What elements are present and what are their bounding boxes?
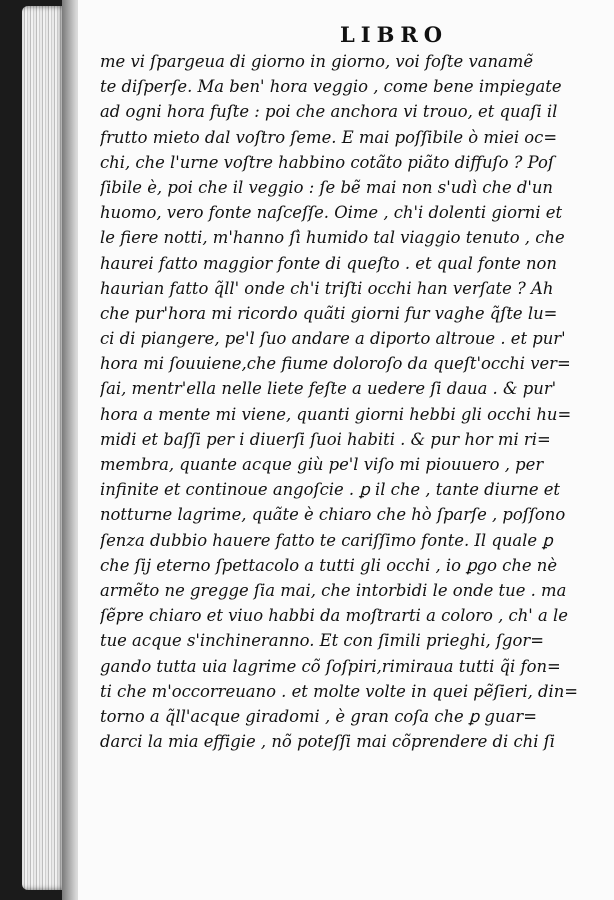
text-line: membra, quante acque giù pe'l viſo mi piouuero , per [100,455,544,474]
text-line: gando tutta uia lagrime cõ ſoſpiri,rimiraua tutti q̃i fon= [100,656,561,676]
text-line: ci di piangere, pe'l ſuo andare a diporto altroue . et pur' [100,329,566,349]
text-line: infinite et continoue angoſcie . ꝑ il che , tante diurne et [100,480,561,500]
text-line: torno a q̃ll'acque giradomi , è gran coſa che ꝑ guar= [100,706,537,726]
text-line: ad ogni hora fuſte : poi che anchora vi trouo, et quaſi il [100,102,558,122]
text-line: notturne lagrime, quãte è chiaro che hò ſparſe , poſſono [100,505,566,525]
text-line: haurei fatto maggior fonte di queſto . et qual fonte non [100,253,557,273]
text-line: hora mi ſouuiene,che fiume doloroſo da queſt'occhi ver= [100,354,571,374]
text-line: ſai, mentr'ella nelle liete feſte a uedere ſi daua . & pur' [100,379,557,399]
text-line: darci la mia effigie , nõ poteſſi mai cõprendere di chi ſi [100,732,555,752]
text-line: armẽto ne gregge ſia mai, che intorbidi le onde tue . ma [100,580,567,600]
text-line: chi, che l'urne voſtre habbino cotãto piãto diffuſo ? Poſ [100,152,554,172]
text-line: ſẽpre chiaro et viuo habbi da moſtrarti a coloro , ch' a le [100,606,568,626]
text-line: tue acque s'inchineranno. Et con ſimili prieghi, ſgor= [100,631,544,651]
text-line: haurian fatto q̃ll' onde ch'i triſti occhi han verſate ? Ah [100,278,554,298]
text-line: ſibile è, poi che il veggio : ſe bẽ mai non s'udì che d'un [100,177,553,197]
text-line: hora a mente mi viene, quanti giorni hebbi gli occhi hu= [100,404,572,424]
text-line: te diſperſe. Ma ben' hora veggio , come bene impiegate [100,77,562,97]
running-head: LIBRO [340,22,449,47]
text-line: ti che m'occorreuano . et molte volte in quei pẽſieri, din= [100,681,579,701]
page-edges [22,6,66,890]
text-line: le fiere notti, m'hanno ſì humido tal viaggio tenuto , che [100,228,565,248]
text-line: midi et baſſi per i diuerſi ſuoi habiti . & pur hor mi ri= [100,429,551,449]
text-line: ſenza dubbio hauere fatto te cariſſimo fonte. Il quale ꝑ [100,530,553,550]
text-line: huomo, vero fonte naſceſſe. Oime , ch'i dolenti giorni et [100,203,563,223]
text-line: frutto mieto dal voſtro ſeme. E mai poſſibile ò miei oc= [100,127,558,147]
text-block [100,49,598,754]
text-line: che ſij eterno ſpettacolo a tutti gli occhi , io ꝑgo che nè [100,555,558,575]
text-line: me vi ſpargeua di giorno in giorno, voi foſte vanamẽ [100,52,534,71]
text-line: che pur'hora mi ricordo quãti giorni fur vaghe q̃ſte lu= [100,303,558,323]
